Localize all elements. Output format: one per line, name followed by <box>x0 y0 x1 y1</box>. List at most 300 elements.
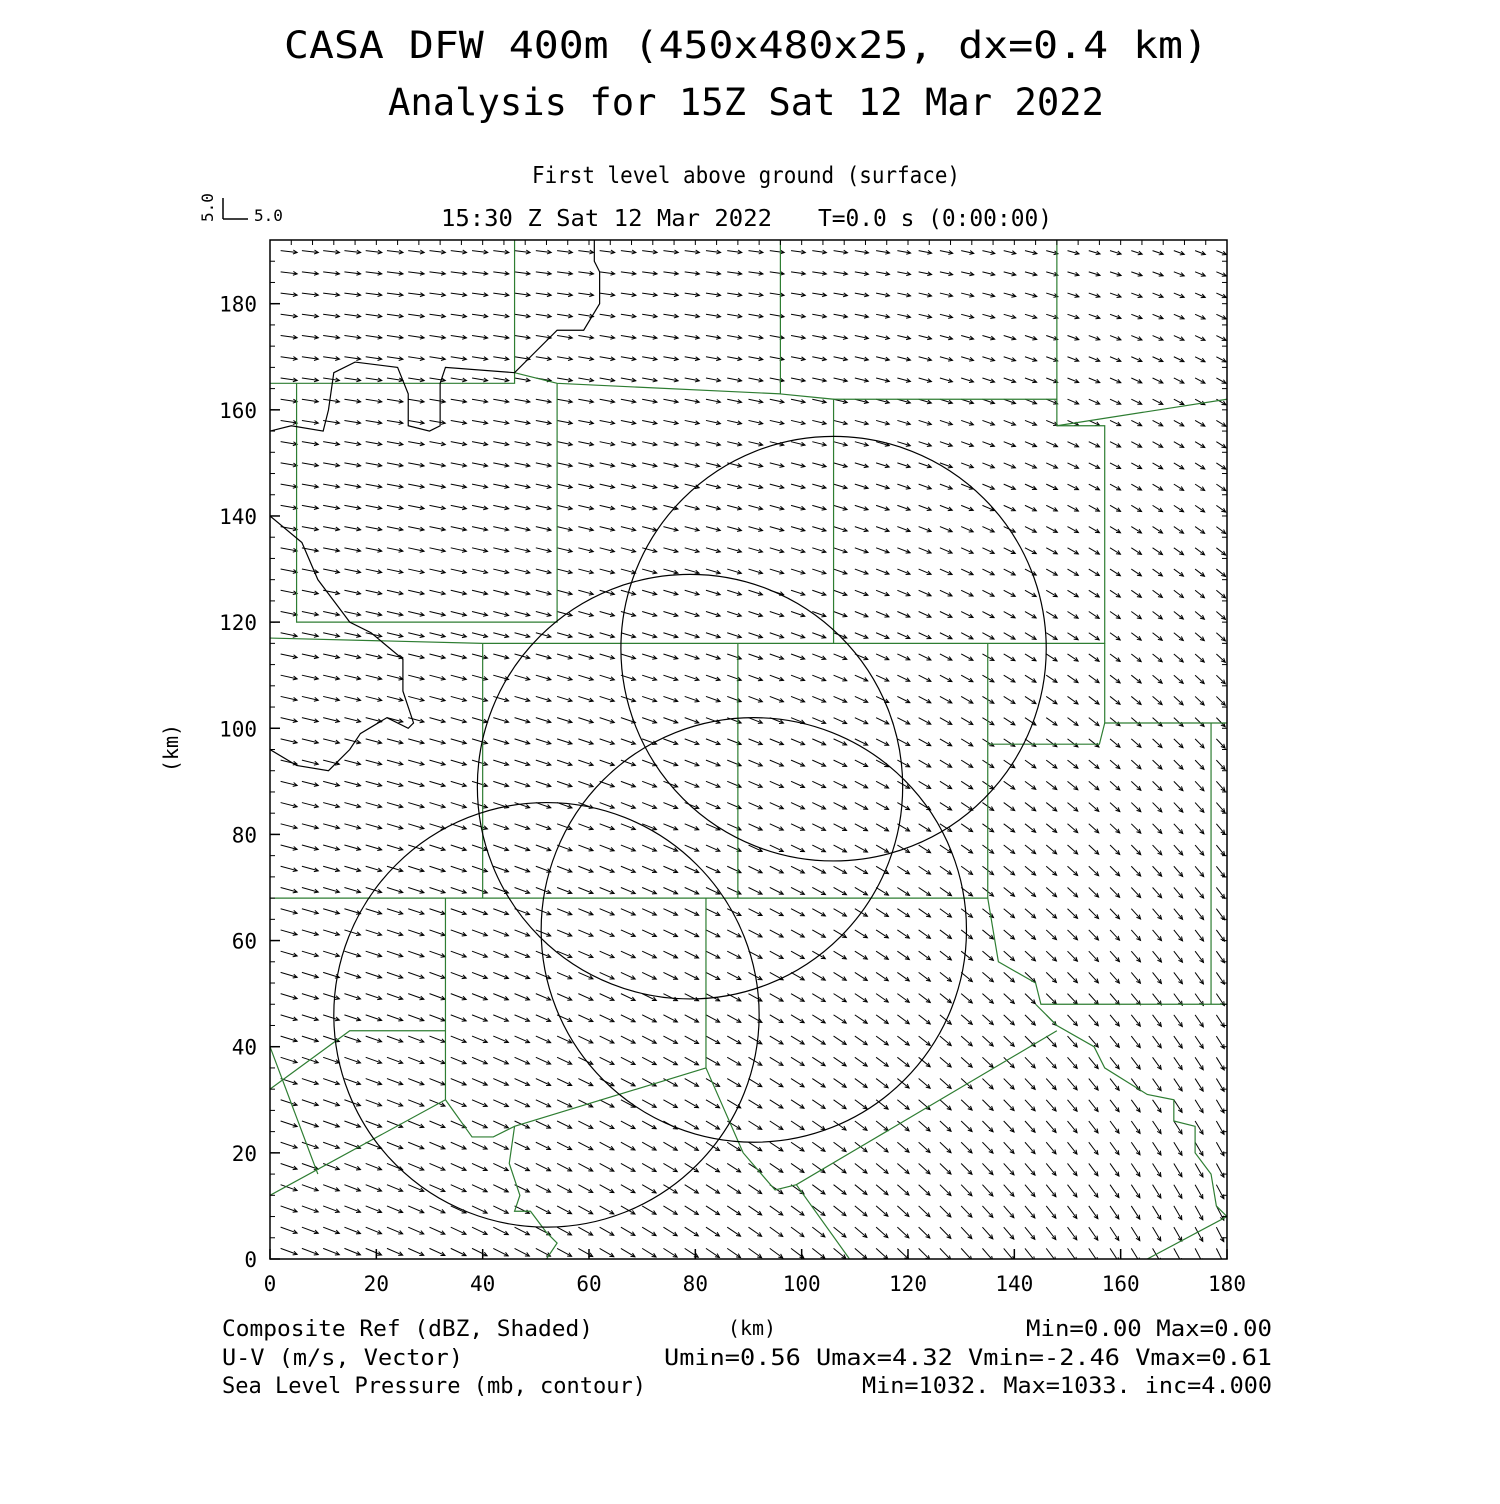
wind-vector-shaft <box>1089 1015 1099 1026</box>
wind-vector-shaft <box>663 1248 677 1257</box>
wind-vector-shaft <box>1068 1079 1078 1090</box>
pressure-contour <box>270 516 414 771</box>
wind-vector-shaft <box>1195 1079 1203 1092</box>
wind-vector-shaft <box>578 1227 592 1235</box>
wind-vector-shaft <box>600 1206 614 1214</box>
wind-vector-shaft <box>706 1121 720 1129</box>
wind-vector-shaft <box>834 1057 847 1066</box>
wind-vector-shaft <box>727 1206 740 1215</box>
wind-vector-shaft <box>1004 994 1015 1004</box>
county-boundary <box>1105 643 1227 723</box>
wind-vector-shaft <box>600 1185 614 1193</box>
wind-vector-shaft <box>961 909 972 918</box>
figure-title-line-2: Analysis for 15Z Sat 12 Mar 2022 <box>388 81 1104 124</box>
wind-vector-shaft <box>685 1100 699 1108</box>
wind-vector-shaft <box>1110 972 1119 983</box>
wind-vector-shaft <box>1131 930 1140 940</box>
wind-vector-shaft <box>1046 1185 1056 1197</box>
wind-vector-shaft <box>1131 887 1140 897</box>
wind-vector-shaft <box>876 1185 888 1195</box>
wind-vector-shaft <box>961 1163 972 1174</box>
wind-vector-shaft <box>961 1015 972 1025</box>
wind-vector-shaft <box>961 994 972 1003</box>
wind-vector-shaft <box>1131 994 1140 1005</box>
wind-vector-shaft <box>578 1142 592 1149</box>
wind-vector-shaft <box>727 1227 740 1236</box>
wind-vector-shaft <box>1110 1079 1119 1091</box>
wind-vector-shaft <box>1195 1248 1203 1262</box>
wind-vector-shaft <box>940 972 951 981</box>
wind-vector-shaft <box>919 1100 930 1110</box>
wind-vector-shaft <box>642 1206 656 1214</box>
wind-vector-shaft <box>1110 1227 1119 1240</box>
wind-vector-shaft <box>876 1121 888 1131</box>
wind-vector-shaft <box>940 951 951 960</box>
wind-vector-shaft <box>961 1142 972 1153</box>
wind-vector-shaft <box>749 1248 762 1257</box>
wind-vector-shaft <box>1089 781 1099 790</box>
y-tick-label: 80 <box>231 823 257 848</box>
wind-vector-shaft <box>812 1015 825 1023</box>
wind-vector-shaft <box>812 972 825 980</box>
wind-vector-shaft <box>1216 1248 1223 1263</box>
wind-vector-shaft <box>621 1185 635 1193</box>
wind-vector-shaft <box>1174 951 1183 962</box>
wind-vector-shaft <box>1068 1142 1078 1154</box>
wind-vector-shaft <box>919 1036 931 1045</box>
wind-vector-shaft <box>749 1185 762 1194</box>
wind-vector-shaft <box>1153 739 1162 748</box>
wind-vector-shaft <box>876 972 888 980</box>
wind-vector-shaft <box>1110 760 1120 769</box>
wind-vector-shaft <box>1153 1227 1161 1241</box>
wind-vector-shaft <box>642 1142 656 1150</box>
wind-vector-shaft <box>1110 824 1120 833</box>
wind-vector-shaft <box>1216 739 1225 748</box>
wind-vector-shaft <box>1068 1057 1078 1068</box>
wind-vector-shaft <box>1046 1079 1056 1090</box>
wind-vector-shaft <box>1110 930 1119 940</box>
wind-vector-shaft <box>1068 909 1078 919</box>
wind-vector-shaft <box>1089 1142 1098 1154</box>
wind-vector-shaft <box>982 1100 993 1111</box>
wind-vector-shaft <box>1216 781 1225 791</box>
x-tick-label: 100 <box>782 1272 821 1296</box>
wind-vector-shaft <box>876 1206 888 1216</box>
wind-vector-shaft <box>1089 930 1099 940</box>
wind-vector-shaft <box>1174 866 1183 876</box>
figure-title-line-1: CASA DFW 400m (450x480x25, dx=0.4 km) <box>284 24 1208 67</box>
wind-vector-shaft <box>897 1142 909 1152</box>
wind-vector-shaft <box>1174 887 1183 897</box>
level-label: First level above ground (surface) <box>532 163 960 189</box>
wind-vector-shaft <box>1025 1142 1035 1153</box>
wind-vector-shaft <box>961 1121 972 1132</box>
wind-vector-shaft <box>982 972 993 981</box>
wind-vector-shaft <box>1174 718 1183 727</box>
wind-vector-shaft <box>812 1248 825 1258</box>
wind-vector-shaft <box>749 1036 762 1044</box>
x-tick-label: 60 <box>576 1272 602 1296</box>
wind-vector-shaft <box>1110 1015 1119 1026</box>
y-tick-label: 20 <box>231 1141 257 1166</box>
wind-vector-shaft <box>1131 909 1140 919</box>
wind-vector-shaft <box>1153 824 1162 834</box>
wind-vector-shaft <box>1068 1015 1078 1026</box>
wind-vector-shaft <box>855 1015 867 1023</box>
wind-vector-shaft <box>982 1163 993 1174</box>
wind-vector-shaft <box>1110 1121 1119 1133</box>
y-tick-label: 100 <box>219 717 257 742</box>
wind-vector-shaft <box>855 1206 867 1216</box>
wind-vector-shaft <box>1004 972 1015 982</box>
wind-vector-shaft <box>812 994 825 1002</box>
county-boundary <box>270 1047 318 1174</box>
wind-vector-shaft <box>621 1142 635 1150</box>
wind-vector-shaft <box>1216 1163 1224 1177</box>
wind-vector-shaft <box>557 1185 572 1193</box>
x-axis-unit-label: (km) <box>727 1316 777 1340</box>
wind-vector-shaft <box>770 994 783 1002</box>
forecast-time-label: T=0.0 s (0:00:00) <box>818 206 1052 232</box>
wind-vector-shaft <box>812 1079 825 1088</box>
wind-vector-shaft <box>834 951 847 959</box>
y-axis-unit-label: (km) <box>159 723 183 773</box>
wind-vector-shaft <box>1153 1036 1162 1048</box>
wind-vector-shaft <box>663 1163 677 1171</box>
wind-vector-shaft <box>919 1142 930 1152</box>
county-boundary <box>270 240 515 383</box>
wind-vector-shaft <box>791 1206 804 1215</box>
wind-vector-shaft <box>1004 930 1015 939</box>
x-tick-label: 20 <box>363 1272 389 1296</box>
wind-vector-shaft <box>940 1079 951 1089</box>
wind-vector-shaft <box>749 1142 762 1151</box>
county-boundary <box>796 1185 849 1259</box>
wind-vector-shaft <box>621 1227 635 1235</box>
county-boundary <box>834 399 1105 643</box>
wind-vector-shaft <box>982 1057 993 1067</box>
wind-vector-shaft <box>940 1100 951 1110</box>
wind-vector-shaft <box>1046 1142 1056 1154</box>
wind-vector-shaft <box>1089 1057 1098 1068</box>
wind-vector-shaft <box>642 1248 656 1257</box>
wind-vector-shaft <box>685 1079 699 1087</box>
wind-vector-shaft <box>600 1248 614 1256</box>
wind-vector-shaft <box>897 1079 909 1088</box>
county-boundary <box>834 240 1057 399</box>
wind-vector-shaft <box>1110 1142 1119 1154</box>
wind-vector-shaft <box>1025 1057 1035 1068</box>
wind-vector-shaft <box>1195 824 1204 834</box>
wind-vector-shaft <box>1110 951 1119 961</box>
wind-vector-shaft <box>1089 1227 1098 1240</box>
wind-vector-shaft <box>876 1227 888 1237</box>
wind-vector-shaft <box>1153 1121 1161 1134</box>
wind-vector-shaft <box>919 1015 931 1024</box>
wind-vector-shaft <box>770 1206 783 1215</box>
wind-vector-shaft <box>940 1142 951 1152</box>
wind-vector-shaft <box>1153 1142 1161 1155</box>
wind-vector-shaft <box>1153 1057 1162 1069</box>
wind-vector-shaft <box>1216 1185 1224 1199</box>
wind-vector-shaft <box>791 1057 804 1065</box>
wind-vector-shaft <box>791 1100 804 1109</box>
wind-vector-shaft <box>1004 1100 1014 1111</box>
wind-vector-shaft <box>855 1079 867 1088</box>
wind-vector-shaft <box>1195 781 1204 790</box>
wind-vector-shaft <box>706 1057 720 1065</box>
wind-vector-shaft <box>855 1248 867 1258</box>
wind-vector-shaft <box>876 1248 888 1259</box>
wind-vector-shaft <box>1068 803 1078 812</box>
wind-vector-shaft <box>1153 972 1162 983</box>
wind-vector-shaft <box>663 1185 677 1193</box>
wind-vector-shaft <box>876 1100 888 1109</box>
wind-vector-shaft <box>1195 1206 1203 1220</box>
stats-pressure: Min=1032. Max=1033. inc=4.000 <box>862 1374 1272 1399</box>
wind-vector-shaft <box>812 1185 825 1194</box>
wind-vector-shaft <box>919 951 931 960</box>
wind-vector-shaft <box>1025 1015 1035 1025</box>
wind-vector-shaft <box>855 994 867 1002</box>
wind-vector-shaft <box>940 930 952 939</box>
wind-vector-shaft <box>1153 1015 1162 1027</box>
wind-vector-shaft <box>515 1227 530 1235</box>
wind-vector-shaft <box>961 1100 972 1110</box>
wind-vector-shaft <box>1195 696 1204 705</box>
wind-vector-shaft <box>1174 994 1183 1006</box>
wind-vector-shaft <box>706 1248 719 1257</box>
wind-vector-shaft <box>919 1206 930 1217</box>
wind-vector-shaft <box>961 972 972 981</box>
wind-vector-shaft <box>727 1036 741 1044</box>
wind-vector-shaft <box>727 1015 741 1022</box>
wind-vector-shaft <box>919 1227 930 1238</box>
wind-vector-shaft <box>791 1142 804 1151</box>
wind-vector-shaft <box>1195 760 1204 769</box>
wind-vector-shaft <box>855 1185 867 1195</box>
wind-vector-shaft <box>812 1100 825 1109</box>
valid-time-label: 15:30 Z Sat 12 Mar 2022 <box>441 206 772 232</box>
vector-key-v-label: 5.0 <box>198 193 217 222</box>
wind-vector-shaft <box>685 1248 699 1257</box>
wind-vector-shaft <box>1046 972 1056 982</box>
wind-vector-shaft <box>897 1206 909 1217</box>
wind-vector-shaft <box>1131 1227 1139 1240</box>
county-boundary <box>270 643 738 898</box>
wind-vector-shaft <box>982 1015 993 1025</box>
wind-vector-shaft <box>876 1142 888 1152</box>
wind-vector-shaft <box>897 994 909 1003</box>
wind-vector-shaft <box>834 1206 846 1216</box>
legend-wind-vector: U-V (m/s, Vector) <box>222 1346 463 1371</box>
wind-vector-shaft <box>1046 930 1056 940</box>
wind-vector-shaft <box>834 972 847 980</box>
wind-vector-shaft <box>1131 781 1141 790</box>
wind-vector-shaft <box>536 1248 551 1256</box>
wind-vector-shaft <box>642 1227 656 1235</box>
wind-vector-shaft <box>1195 930 1203 941</box>
wind-vector-shaft <box>1153 1079 1162 1091</box>
wind-vector-shaft <box>1153 781 1162 790</box>
county-boundaries <box>270 240 1227 1259</box>
wind-vector-shaft <box>1174 1248 1182 1262</box>
wind-vector-shaft <box>1131 1206 1140 1219</box>
wind-vector-shaft <box>749 1206 762 1215</box>
wind-vector-shaft <box>621 1248 635 1256</box>
wind-vector-shaft <box>1195 887 1204 898</box>
wind-vector-shaft <box>1195 845 1204 855</box>
wind-vector-shaft <box>940 1121 951 1131</box>
radar-range-ring <box>334 803 759 1228</box>
wind-vector-shaft <box>1025 887 1036 896</box>
wind-vector-shaft <box>982 1121 993 1132</box>
wind-vector-shaft <box>1153 1100 1162 1112</box>
y-tick-label: 160 <box>219 398 257 423</box>
wind-vector-shaft <box>621 1121 635 1129</box>
wind-vector-shaft <box>1195 803 1204 813</box>
wind-vector-shaft <box>727 1185 740 1194</box>
wind-vector-shaft <box>812 1142 825 1151</box>
wind-vector-shaft <box>1025 1163 1035 1175</box>
wind-vector-shaft <box>982 1227 992 1239</box>
wind-vector-shaft <box>1153 909 1162 919</box>
map-layer <box>270 240 1227 1263</box>
wind-vector-shaft <box>1110 1057 1119 1069</box>
wind-vector-shaft <box>1004 1036 1015 1046</box>
wind-vector-shaft <box>621 1163 635 1171</box>
wind-vector-shaft <box>1004 1206 1014 1218</box>
wind-vector-shaft <box>940 1185 951 1196</box>
wind-vector-shaft <box>1131 803 1141 812</box>
wind-vector-shaft <box>1068 1121 1078 1133</box>
wind-vector-shaft <box>791 1036 804 1044</box>
wind-vector-shaft <box>663 1057 677 1064</box>
wind-vector-shaft <box>1174 1100 1182 1113</box>
wind-vector-shaft <box>685 1185 699 1193</box>
wind-vector-shaft <box>770 1163 783 1172</box>
wind-vector-shaft <box>1046 994 1056 1004</box>
wind-vector-shaft <box>1089 1185 1098 1198</box>
radar-range-rings <box>334 436 1046 1227</box>
wind-vector-shaft <box>1046 824 1056 833</box>
wind-vector-shaft <box>600 1121 614 1128</box>
wind-vector-shaft <box>919 1079 931 1089</box>
county-boundary <box>988 898 1227 1004</box>
wind-vector-shaft <box>770 1015 783 1023</box>
vector-scale-key <box>198 193 283 225</box>
wind-vector-shaft <box>855 1036 867 1045</box>
wind-vector-shaft <box>1153 994 1162 1005</box>
wind-vector-shaft <box>706 1185 720 1194</box>
wind-vector-shaft <box>897 972 909 981</box>
wind-vector-shaft <box>791 1015 804 1023</box>
wind-vector-shaft <box>940 1248 951 1259</box>
y-tick-label: 180 <box>219 292 257 317</box>
wind-vector-shaft <box>919 1185 930 1196</box>
wind-vector-shaft <box>770 1100 783 1108</box>
x-tick-label: 80 <box>682 1272 708 1296</box>
wind-vector-shaft <box>834 1248 846 1258</box>
wind-vector-shaft <box>1195 718 1204 727</box>
wind-vector-shaft <box>1046 1121 1056 1132</box>
wind-vector-shaft <box>578 1163 592 1171</box>
wind-vector-shaft <box>834 1227 846 1237</box>
wind-vector-shaft <box>706 1206 719 1215</box>
wind-vector-shaft <box>1025 909 1036 918</box>
wind-vector-shaft <box>982 909 993 918</box>
wind-vector-shaft <box>1195 1185 1203 1199</box>
wind-vector-shaft <box>982 994 993 1004</box>
wind-vector-shaft <box>1174 845 1183 855</box>
wind-vector-shaft <box>1110 994 1119 1005</box>
vector-key-u-label: 5.0 <box>254 206 283 225</box>
wind-vector-shaft <box>1153 845 1162 855</box>
wind-vector-shaft <box>600 1227 614 1235</box>
wind-vector-shaft <box>1004 887 1015 896</box>
y-tick-label: 0 <box>244 1248 257 1272</box>
wind-vector-shaft <box>1025 1100 1035 1111</box>
wind-vector-shaft <box>982 1079 993 1089</box>
wind-vector-shaft <box>1110 909 1120 919</box>
wind-vector-shaft <box>1195 1163 1203 1177</box>
wind-vector-shaft <box>1174 909 1183 920</box>
wind-vector-shaft <box>1195 951 1203 962</box>
wind-vector-shaft <box>1216 718 1225 727</box>
wind-vector-shaft <box>1089 1121 1098 1133</box>
wind-vector-shaft <box>727 1057 741 1065</box>
wind-vector-shaft <box>1025 930 1036 939</box>
wind-vector-shaft <box>1046 1163 1056 1175</box>
wind-vector-shaft <box>1025 1227 1035 1239</box>
wind-vector-shaft <box>1046 1036 1056 1047</box>
wind-vector-shaft <box>770 1121 783 1130</box>
wind-vector-shaft <box>940 1163 951 1174</box>
wind-vector-shaft <box>1004 1227 1014 1239</box>
wind-vector-shaft <box>961 1206 972 1217</box>
wind-vector-shaft <box>557 1227 572 1235</box>
wind-vector-shaft <box>770 1227 783 1236</box>
wind-vector-shaft <box>663 1142 677 1150</box>
wind-vector-shaft <box>1004 1185 1014 1197</box>
wind-vector-shaft <box>855 1163 867 1173</box>
y-tick-label: 120 <box>219 611 257 636</box>
wind-vector-shaft <box>1131 1100 1140 1112</box>
wind-vector-shaft <box>1174 760 1183 769</box>
wind-vector-shaft <box>1174 930 1183 941</box>
wind-vector-shaft <box>685 1227 699 1236</box>
wind-vector-shaft <box>1068 972 1078 982</box>
wind-vector-shaft <box>855 1121 867 1130</box>
wind-vector-shaft <box>515 1248 530 1256</box>
wind-vector-shaft <box>791 1121 804 1130</box>
wind-vector-shaft <box>1216 696 1225 705</box>
wind-vector-shaft <box>1131 972 1140 983</box>
wind-vector-shaft <box>897 1036 909 1045</box>
wind-vector-shaft <box>876 1057 888 1066</box>
wind-vector-shaft <box>1046 866 1056 875</box>
wind-vector-shaft <box>1174 1163 1182 1176</box>
wind-vector-shaft <box>940 1227 951 1238</box>
wind-vector-shaft <box>600 1142 614 1150</box>
x-tick-label: 160 <box>1101 1272 1140 1296</box>
wind-vector-shaft <box>1195 866 1204 876</box>
wind-vector-shaft <box>834 1015 847 1023</box>
wind-vector-shaft <box>1110 1163 1119 1176</box>
wind-vector-shaft <box>1068 1185 1077 1197</box>
wind-vector-shaft <box>834 1163 846 1172</box>
